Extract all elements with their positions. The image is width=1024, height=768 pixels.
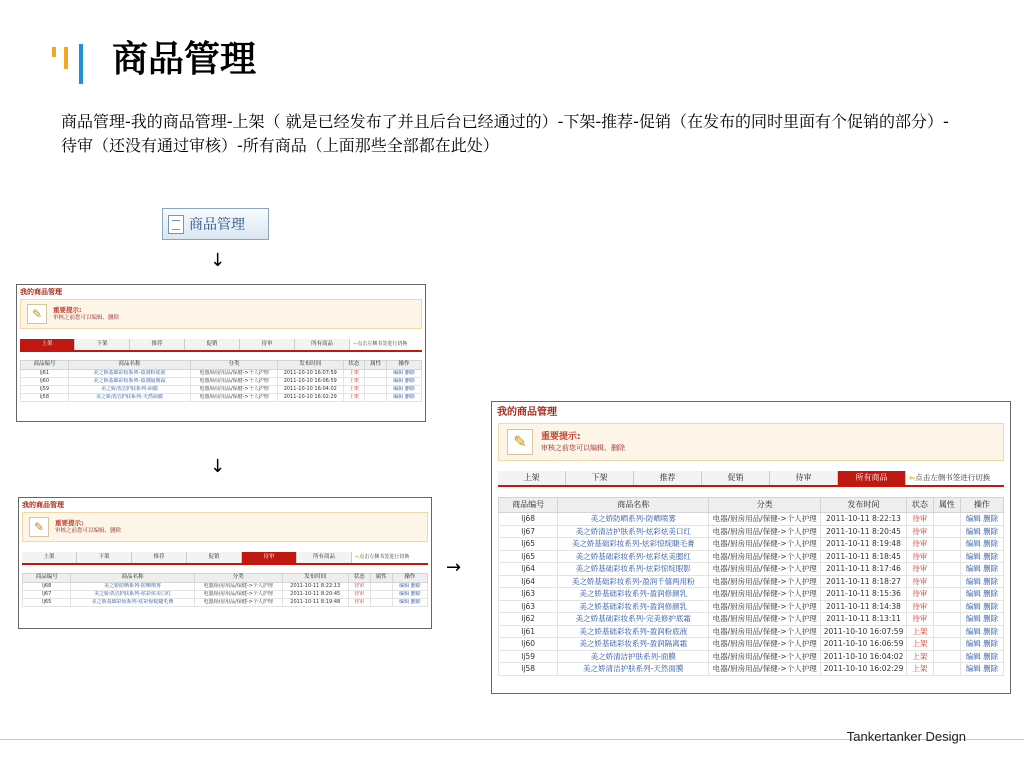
product-attr: [370, 591, 392, 599]
edit-link[interactable]: 编辑: [399, 583, 410, 589]
edit-link[interactable]: 编辑: [965, 564, 981, 573]
row-actions: [960, 613, 1003, 626]
product-status: 待审: [906, 575, 933, 588]
product-status: 上架: [906, 650, 933, 663]
tab-5[interactable]: 所有商品: [295, 339, 350, 350]
tip-text: 审核之前您可以编辑、删除: [55, 527, 122, 534]
product-category: 电器/厨房用品/保健->个人护理: [709, 575, 821, 588]
table-row: [21, 394, 422, 402]
publish-time: 2011-10-11 8:18:45: [821, 550, 907, 563]
publish-time: 2011-10-11 8:19:48: [821, 538, 907, 551]
product-attr: [933, 538, 960, 551]
product-id: lj65: [499, 550, 558, 563]
row-actions: [387, 394, 422, 402]
table-wrap: [22, 573, 428, 607]
product-id: lj64: [499, 563, 558, 576]
switch-hint-text: 点击左侧书签进行切换: [915, 473, 991, 483]
product-id: lj67: [23, 591, 71, 599]
product-status: 待审: [906, 525, 933, 538]
arrow-right-icon: →: [446, 557, 462, 578]
tip-text: 审核之前您可以编辑、删除: [53, 314, 120, 321]
product-id: lj59: [499, 650, 558, 663]
product-status: 上架: [906, 663, 933, 676]
edit-link[interactable]: 编辑: [965, 651, 981, 661]
publish-time: 2011-10-10 16:04:02: [821, 650, 907, 663]
delete-link[interactable]: 删除: [404, 394, 415, 400]
product-name-link[interactable]: 美之娇基础彩妆系列-盈润修颜乳: [558, 588, 709, 601]
product-status: 上架: [906, 625, 933, 638]
column-header: 商品编号: [499, 498, 558, 513]
product-id: lj63: [499, 600, 558, 613]
product-id: lj68: [23, 583, 71, 591]
product-attr: [933, 663, 960, 676]
product-category: 电器/厨房用品/保健->个人护理: [709, 563, 821, 576]
edit-link[interactable]: 编辑: [965, 539, 981, 548]
delete-link[interactable]: 删除: [983, 601, 999, 611]
tab-4[interactable]: 待审: [240, 339, 295, 350]
tab-2[interactable]: 推荐: [130, 339, 185, 350]
column-header: 属性: [365, 361, 387, 370]
tab-2[interactable]: 推荐: [132, 552, 187, 563]
menu-node-label: 商品管理: [189, 217, 245, 233]
column-header: 发布时间: [278, 361, 343, 370]
product-name-link[interactable]: 美之娇清洁护肤系列-面膜: [68, 386, 190, 394]
table-row: [499, 563, 1004, 576]
product-table: [498, 497, 1004, 676]
delete-link[interactable]: 删除: [983, 639, 999, 648]
product-status: 待审: [906, 538, 933, 551]
product-status: 上架: [343, 386, 365, 394]
table-row: [23, 591, 428, 599]
edit-link[interactable]: 编辑: [965, 626, 981, 636]
product-category: 电器/厨房用品/保健->个人护理: [709, 538, 821, 551]
row-actions: [392, 583, 427, 591]
column-header: 操作: [392, 574, 427, 583]
table-row: [499, 550, 1004, 563]
pencil-icon: ✎: [507, 429, 533, 455]
row-actions: [960, 563, 1003, 576]
product-attr: [933, 638, 960, 651]
product-status: 待审: [348, 583, 370, 591]
table-row: [499, 575, 1004, 588]
edit-link[interactable]: 编辑: [965, 526, 981, 536]
row-actions: [392, 591, 427, 599]
product-category: 电器/厨房用品/保健->个人护理: [709, 525, 821, 538]
product-category: 电器/厨房用品/保健->个人护理: [709, 550, 821, 563]
product-category: 电器/厨房用品/保健->个人护理: [190, 378, 277, 386]
edit-link[interactable]: 编辑: [965, 551, 981, 561]
pencil-icon: ✎: [29, 517, 49, 537]
tip-text-group: [541, 433, 625, 452]
product-category: 电器/厨房用品/保健->个人护理: [709, 600, 821, 613]
publish-time: 2011-10-10 16:07:59: [821, 625, 907, 638]
product-name-link[interactable]: 美之娇清洁护肤系列-天然面膜: [68, 394, 190, 402]
publish-time: 2011-10-11 8:14:38: [821, 600, 907, 613]
edit-link[interactable]: 编辑: [965, 614, 981, 623]
product-status: 待审: [906, 513, 933, 526]
edit-link[interactable]: 编辑: [393, 370, 404, 376]
row-actions: [960, 525, 1003, 538]
product-category: 电器/厨房用品/保健->个人护理: [194, 599, 282, 607]
product-category: 电器/厨房用品/保健->个人护理: [709, 638, 821, 651]
product-name-link[interactable]: 美之娇防晒系列-防晒喷雾: [71, 583, 194, 591]
product-status: 待审: [906, 600, 933, 613]
column-header: 商品名称: [558, 498, 709, 513]
product-category: 电器/厨房用品/保健->个人护理: [194, 583, 282, 591]
publish-time: 2011-10-10 16:02:29: [821, 663, 907, 676]
table-row: [499, 525, 1004, 538]
delete-link[interactable]: 删除: [404, 386, 415, 392]
product-name-link[interactable]: 美之娇基础彩妆系列-炫彩炫美腮红: [558, 550, 709, 563]
product-name-link[interactable]: 美之娇基础彩妆系列-炫彩惊绽眼影: [558, 563, 709, 576]
edit-link[interactable]: 编辑: [393, 378, 404, 384]
column-header: 操作: [387, 361, 422, 370]
delete-link[interactable]: 删除: [983, 589, 999, 598]
row-actions: [387, 370, 422, 378]
product-status: 待审: [906, 588, 933, 601]
delete-link[interactable]: 删除: [983, 514, 999, 523]
tip-title: 重要提示:: [541, 431, 581, 442]
product-id: lj65: [23, 599, 71, 607]
column-header: 发布时间: [282, 574, 348, 583]
product-name-link[interactable]: 美之娇清洁护肤系列-天然面膜: [558, 663, 709, 676]
delete-link[interactable]: 删除: [983, 539, 999, 548]
product-name-link[interactable]: 美之娇基础彩妆系列-盈润修颜乳: [558, 600, 709, 613]
row-actions: [960, 588, 1003, 601]
product-category: 电器/厨房用品/保健->个人护理: [194, 591, 282, 599]
product-category: 电器/厨房用品/保健->个人护理: [190, 394, 277, 402]
column-header: 分类: [190, 361, 277, 370]
product-attr: [933, 600, 960, 613]
edit-link[interactable]: 编辑: [965, 664, 981, 673]
product-category: 电器/厨房用品/保健->个人护理: [709, 625, 821, 638]
shot-heading: 我的商品管理: [20, 288, 62, 296]
row-actions: [960, 625, 1003, 638]
product-status: 待审: [348, 599, 370, 607]
product-category: 电器/厨房用品/保健->个人护理: [709, 650, 821, 663]
edit-link[interactable]: 编辑: [393, 394, 404, 400]
table-row: [499, 513, 1004, 526]
tab-0[interactable]: 上架: [498, 471, 566, 485]
table-row: [499, 600, 1004, 613]
edit-link[interactable]: 编辑: [965, 601, 981, 611]
column-header: 商品编号: [23, 574, 71, 583]
delete-link[interactable]: 删除: [404, 378, 415, 384]
product-category: 电器/厨房用品/保健->个人护理: [709, 513, 821, 526]
product-id: lj58: [21, 394, 69, 402]
delete-link[interactable]: 删除: [983, 614, 999, 623]
column-header: 分类: [194, 574, 282, 583]
tab-3[interactable]: 促销: [187, 552, 242, 563]
product-attr: [933, 575, 960, 588]
tab-3[interactable]: 促销: [702, 471, 770, 485]
product-name-link[interactable]: 美之娇基础彩妆系列-盈润隔离霜: [558, 638, 709, 651]
table-wrap: [20, 360, 422, 402]
product-attr: [365, 394, 387, 402]
product-status: 待审: [906, 550, 933, 563]
product-category: 电器/厨房用品/保健->个人护理: [190, 370, 277, 378]
publish-time: 2011-10-11 8:17:46: [821, 563, 907, 576]
tab-0[interactable]: 上架: [22, 552, 77, 563]
product-name-link[interactable]: 美之娇清洁护肤系列-面膜: [558, 650, 709, 663]
product-attr: [365, 370, 387, 378]
delete-link[interactable]: 删除: [410, 583, 421, 589]
product-table: [22, 573, 428, 607]
screenshot-pending: [18, 497, 432, 629]
edit-link[interactable]: 编辑: [965, 589, 981, 598]
switch-hint: [350, 339, 407, 350]
tip-box: [20, 299, 422, 329]
table-row: [499, 588, 1004, 601]
product-id: lj60: [21, 378, 69, 386]
switch-hint-text: 点击左侧书签进行切换: [357, 341, 408, 347]
column-header: 操作: [960, 498, 1003, 513]
menu-node-product-management[interactable]: [162, 208, 269, 240]
tip-title: 重要提示:: [53, 306, 82, 314]
arrow-left-icon: ⇐: [353, 341, 358, 347]
switch-hint: [352, 552, 409, 563]
tip-title: 重要提示:: [55, 519, 84, 527]
publish-time: 2011-10-10 16:06:59: [278, 378, 343, 386]
table-row: [23, 583, 428, 591]
accent-bar-blue: [79, 44, 83, 84]
switch-hint-text: 点击左侧书签进行切换: [359, 554, 410, 560]
table-header-row: [23, 574, 428, 583]
column-header: 商品编号: [21, 361, 69, 370]
tab-1[interactable]: 下架: [75, 339, 130, 350]
product-attr: [370, 583, 392, 591]
table-row: [499, 650, 1004, 663]
pencil-icon: ✎: [27, 304, 47, 324]
page-description: 商品管理-我的商品管理-上架（ 就是已经发布了并且后台已经通过的）-下架-推荐-促销（在发布的同时里面有个促销的部分）-待审（还没有通过审核）-所有商品（上面那些全部都在此处）: [61, 112, 949, 155]
page-title: 商品管理: [112, 39, 257, 80]
product-attr: [933, 513, 960, 526]
product-name-link[interactable]: 美之娇防晒系列-防晒喷雾: [558, 513, 709, 526]
product-attr: [370, 599, 392, 607]
product-attr: [933, 588, 960, 601]
delete-link[interactable]: 删除: [410, 591, 421, 597]
product-id: lj65: [499, 538, 558, 551]
tab-4[interactable]: 待审: [242, 552, 297, 563]
product-status: 上架: [343, 370, 365, 378]
product-attr: [365, 386, 387, 394]
product-name-link[interactable]: 美之娇基础彩妆系列-炫彩惊绽睫毛膏: [71, 599, 194, 607]
edit-link[interactable]: 编辑: [399, 591, 410, 597]
product-attr: [933, 550, 960, 563]
arrow-left-icon: ⇐: [355, 554, 360, 560]
publish-time: 2011-10-11 8:13:11: [821, 613, 907, 626]
row-actions: [960, 575, 1003, 588]
publish-time: 2011-10-11 8:20:45: [821, 525, 907, 538]
product-status: 上架: [906, 638, 933, 651]
product-status: 待审: [348, 591, 370, 599]
delete-link[interactable]: 删除: [983, 664, 999, 673]
column-header: 状态: [343, 361, 365, 370]
tab-2[interactable]: 推荐: [634, 471, 702, 485]
row-actions: [960, 600, 1003, 613]
publish-time: 2011-10-11 8:19:48: [282, 599, 348, 607]
shot-heading: 我的商品管理: [22, 501, 64, 509]
tab-bar: [20, 339, 422, 352]
row-actions: [960, 538, 1003, 551]
shot-heading: 我的商品管理: [497, 407, 557, 418]
publish-time: 2011-10-10 16:06:59: [821, 638, 907, 651]
arrow-down-icon: ↓: [210, 456, 226, 477]
product-name-link[interactable]: 美之娇基础彩妆系列-完美修护底霜: [558, 613, 709, 626]
product-category: 电器/厨房用品/保健->个人护理: [709, 663, 821, 676]
product-name-link[interactable]: 美之娇基础彩妆系列-盈润隔离霜: [68, 378, 190, 386]
switch-hint: [906, 471, 990, 485]
delete-link[interactable]: 删除: [404, 370, 415, 376]
product-attr: [933, 650, 960, 663]
product-id: lj68: [499, 513, 558, 526]
tab-1[interactable]: 下架: [77, 552, 132, 563]
tip-text-group: [53, 307, 119, 321]
tab-5[interactable]: 所有商品: [838, 471, 906, 485]
column-header: 商品名称: [68, 361, 190, 370]
column-header: 发布时间: [821, 498, 907, 513]
column-header: 状态: [906, 498, 933, 513]
row-actions: [387, 386, 422, 394]
tab-bar: [498, 471, 1004, 487]
product-status: 上架: [343, 378, 365, 386]
row-actions: [960, 513, 1003, 526]
table-row: [499, 625, 1004, 638]
delete-link[interactable]: 删除: [410, 599, 421, 605]
edit-link[interactable]: 编辑: [399, 599, 410, 605]
publish-time: 2011-10-10 16:07:59: [278, 370, 343, 378]
edit-link[interactable]: 编辑: [965, 639, 981, 648]
tab-1[interactable]: 下架: [566, 471, 634, 485]
product-id: lj61: [21, 370, 69, 378]
publish-time: 2011-10-11 8:20:45: [282, 591, 348, 599]
delete-link[interactable]: 删除: [983, 626, 999, 636]
delete-link[interactable]: 删除: [983, 564, 999, 573]
table-row: [23, 599, 428, 607]
tab-0[interactable]: 上架: [20, 339, 75, 350]
product-attr: [933, 613, 960, 626]
publish-time: 2011-10-11 8:22:13: [282, 583, 348, 591]
accent-bar-orange: [52, 47, 56, 57]
product-attr: [933, 563, 960, 576]
product-id: lj61: [499, 625, 558, 638]
table-header-row: [499, 498, 1004, 513]
tip-text-group: [55, 520, 121, 534]
column-header: 分类: [709, 498, 821, 513]
product-id: lj59: [21, 386, 69, 394]
edit-link[interactable]: 编辑: [965, 576, 981, 586]
table-row: [499, 663, 1004, 676]
delete-link[interactable]: 删除: [983, 576, 999, 586]
tip-box: [498, 423, 1004, 461]
accent-bar-orange-2: [64, 47, 68, 69]
table-row: [499, 638, 1004, 651]
table-header-row: [21, 361, 422, 370]
table-row: [499, 538, 1004, 551]
tab-5[interactable]: 所有商品: [297, 552, 352, 563]
product-status: 上架: [343, 394, 365, 402]
tab-3[interactable]: 促销: [185, 339, 240, 350]
column-header: 商品名称: [71, 574, 194, 583]
edit-link[interactable]: 编辑: [393, 386, 404, 392]
product-name-link[interactable]: 美之娇基础彩妆系列-盈润粉底液: [68, 370, 190, 378]
table-row: [21, 378, 422, 386]
product-category: 电器/厨房用品/保健->个人护理: [190, 386, 277, 394]
row-actions: [392, 599, 427, 607]
product-attr: [365, 378, 387, 386]
product-name-link[interactable]: 美之娇基础彩妆系列-盈润千僖两用粉: [558, 575, 709, 588]
product-name-link[interactable]: 美之娇基础彩妆系列-炫彩惊绽睫毛膏: [558, 538, 709, 551]
product-status: 待审: [906, 613, 933, 626]
publish-time: 2011-10-10 16:02:29: [278, 394, 343, 402]
publish-time: 2011-10-11 8:22:13: [821, 513, 907, 526]
table-wrap: [498, 497, 1004, 676]
document-icon: [168, 215, 184, 234]
tab-4[interactable]: 待审: [770, 471, 838, 485]
product-id: lj63: [499, 588, 558, 601]
publish-time: 2011-10-11 8:18:27: [821, 575, 907, 588]
publish-time: 2011-10-10 16:04:02: [278, 386, 343, 394]
tab-bar: [22, 552, 428, 565]
product-id: lj67: [499, 525, 558, 538]
product-attr: [933, 625, 960, 638]
screenshot-on-shelf: [16, 284, 426, 422]
screenshot-all-products: [491, 401, 1011, 694]
delete-link[interactable]: 删除: [983, 651, 999, 661]
column-header: 属性: [370, 574, 392, 583]
product-name-link[interactable]: 美之娇清洁护肤系列-炫彩炫美口红: [558, 525, 709, 538]
product-name-link[interactable]: 美之娇清洁护肤系列-炫彩炫美口红: [71, 591, 194, 599]
delete-link[interactable]: 删除: [983, 551, 999, 561]
arrow-left-icon: ⇐: [909, 473, 916, 483]
product-category: 电器/厨房用品/保健->个人护理: [709, 613, 821, 626]
publish-time: 2011-10-11 8:15:36: [821, 588, 907, 601]
table-row: [21, 370, 422, 378]
arrow-down-icon: ↓: [210, 250, 226, 271]
footer-credit: Tankertanker Design: [846, 729, 966, 744]
row-actions: [960, 638, 1003, 651]
table-row: [21, 386, 422, 394]
delete-link[interactable]: 删除: [983, 526, 999, 536]
column-header: 属性: [933, 498, 960, 513]
product-table: [20, 360, 422, 402]
row-actions: [960, 550, 1003, 563]
product-id: lj58: [499, 663, 558, 676]
product-id: lj62: [499, 613, 558, 626]
edit-link[interactable]: 编辑: [965, 514, 981, 523]
row-actions: [960, 650, 1003, 663]
row-actions: [387, 378, 422, 386]
tip-box: [22, 512, 428, 542]
product-id: lj64: [499, 575, 558, 588]
product-id: lj60: [499, 638, 558, 651]
row-actions: [960, 663, 1003, 676]
table-row: [499, 613, 1004, 626]
column-header: 状态: [348, 574, 370, 583]
product-name-link[interactable]: 美之娇基础彩妆系列-盈润粉底液: [558, 625, 709, 638]
product-category: 电器/厨房用品/保健->个人护理: [709, 588, 821, 601]
product-status: 待审: [906, 563, 933, 576]
product-attr: [933, 525, 960, 538]
tip-text: 审核之前您可以编辑、删除: [541, 443, 625, 452]
